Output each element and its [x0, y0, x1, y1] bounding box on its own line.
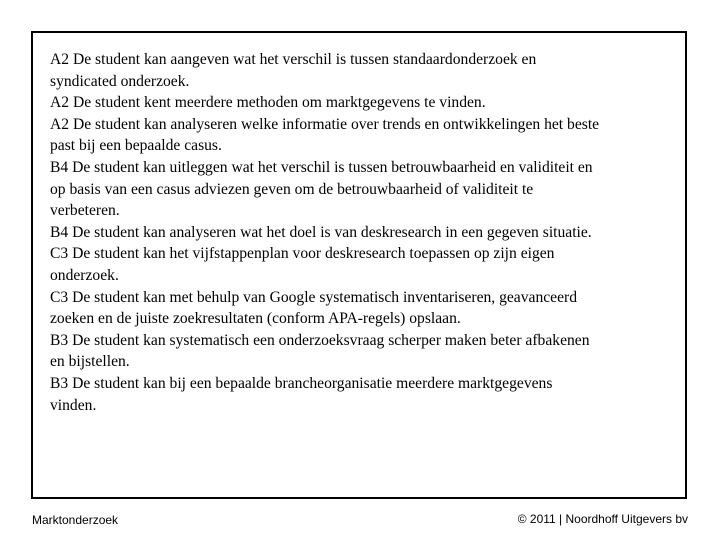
objective-item: A2 De student kan aangeven wat het verschil is tussen standaardonderzoek en syndicated onderzoek.	[50, 51, 537, 90]
objective-item: A2 De student kan analyseren welke informatie over trends en ontwikkelingen het beste past bij een bepaalde casus.	[50, 115, 600, 155]
objective-item: C3 De student kan het vijfstappenplan voor deskresearch toepassen op zijn eigen onderzoek.	[50, 245, 555, 284]
objective-item: B3 De student kan systematisch een onderzoeksvraag scherper maken beter afbakenen en bijstellen.	[50, 331, 590, 371]
objective-item: A2 De student kent meerdere methoden om marktgegevens te vinden.	[50, 94, 486, 112]
objective-item: B3 De student kan bij een bepaalde brancheorganisatie meerdere marktgegevens vinden.	[50, 374, 553, 414]
objective-item: C3 De student kan met behulp van Google systematisch inventariseren, geavanceerd zoeken en de juiste zoekresultaten (conform APA-regels) opslaan.	[50, 288, 577, 328]
objective-item: B4 De student kan uitleggen wat het verschil is tussen betrouwbaarheid en validiteit en op basis van een casus adviezen geven om de betrouwbaarheid of validiteit te verbeteren.	[50, 158, 593, 220]
footer-copyright: © 2011 | Noordhoff Uitgevers bv	[517, 512, 688, 526]
footer-course-title: Marktonderzoek	[32, 513, 119, 527]
objective-item: B4 De student kan analyseren wat het doel is van deskresearch in een gegeven situatie.	[50, 223, 592, 241]
learning-objectives-list	[50, 49, 690, 416]
